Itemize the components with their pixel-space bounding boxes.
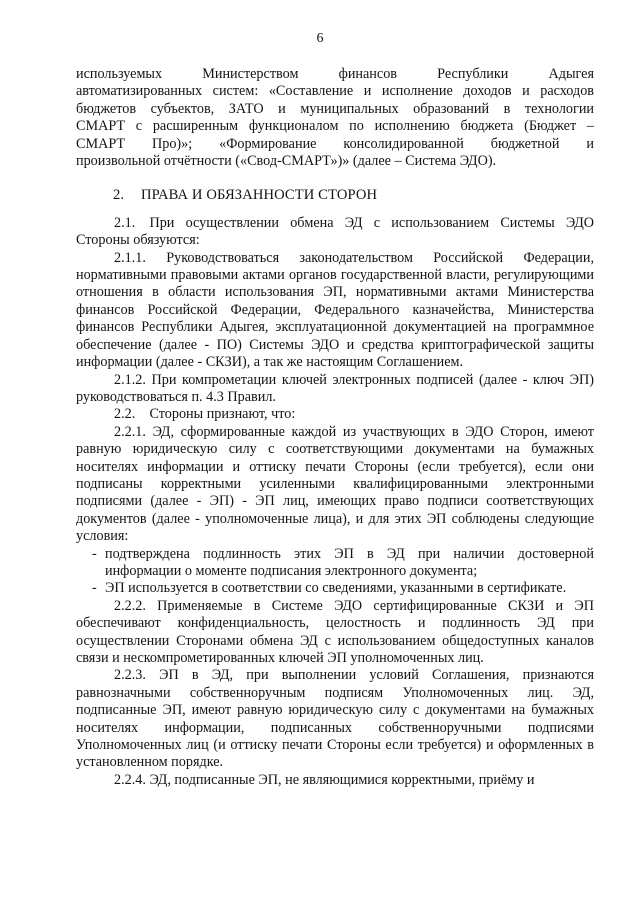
bullet-item-2 <box>76 580 594 597</box>
bullet-text-1: подтверждена подлинность этих ЭП в ЭД при наличии достоверной информации о моменте подписания электронного документа; <box>105 545 594 579</box>
paragraph-2-2-4: 2.2.4. ЭД, подписанные ЭП, не являющимися корректными, приёму и <box>114 771 535 788</box>
paragraph-2-2: 2.2. Стороны признают, что: <box>114 406 296 423</box>
paragraph-2-2-1: 2.2.1. ЭД, сформированные каждой из участвующих в ЭДО Сторон, имеют равную юридическую силу с соответствующими документами на бумажных носителях информации и оттиску печати Стороны (если требуется), если они подписаны корректными усиленными квалифицированными электронными подписями (далее - ЭП) - ЭП лиц, имеющих право подписи соответствующих документов (далее - уполномоченные лица), и для этих ЭП соблюдены следующие условия: <box>76 423 594 545</box>
section-heading <box>76 187 594 204</box>
paragraph-2-2-2: 2.2.2. Применяемые в Системе ЭДО сертифицированные СКЗИ и ЭП обеспечивают конфиденциальность, целостность и подлинность ЭД при осуществлении Сторонами обмена ЭД с использованием общедоступных каналов связи и нескомпрометированных ключей ЭП уполномоченных лиц. <box>76 597 594 666</box>
document-body <box>76 66 594 789</box>
page-number: 6 <box>316 31 324 46</box>
intro-line-3: бюджетов субъектов, ЗАТО и муниципальных образований в технологии <box>76 100 594 117</box>
intro-paragraph <box>76 66 594 170</box>
paragraph-2-1-1: 2.1.1. Руководствоваться законодательством Российской Федерации, нормативными правовыми актами органов государственной власти, регулирующими отношения в области использования ЭП, нормативными актами Министерства финансов Российской Федерации, Федерального казначейства, Министерства финансов Республики Адыгея, эксплуатационной документацией на программное обеспечение (далее - ПО) Системы ЭДО и средства криптографической защиты информации (далее - СКЗИ), а так же настоящим Соглашением. <box>76 249 594 371</box>
intro-line-6: произвольной отчётности («Свод-СМАРТ»)» (далее – Система ЭДО). <box>76 153 497 170</box>
intro-line-5: СМАРТ Про)»; «Формирование консолидированной бюджетной и <box>76 135 594 152</box>
bullet-dash: - <box>92 545 97 562</box>
section-number: 2. <box>113 187 125 204</box>
intro-line-2: автоматизированных систем: «Составление и исполнение доходов и расходов <box>76 83 594 100</box>
intro-line-4: СМАРТ с расширенным функционалом по исполнению бюджета (Бюджет – <box>76 118 594 135</box>
paragraph-2-1-2: 2.1.2. При компрометации ключей электронных подписей (далее - ключ ЭП) руководствоваться п. 4.3 Правил. <box>76 371 594 405</box>
bullet-dash: - <box>92 580 97 597</box>
bullet-item-1 <box>76 546 594 581</box>
section-title: ПРАВА И ОБЯЗАННОСТИ СТОРОН <box>141 187 378 204</box>
paragraph-2-1: 2.1. При осуществлении обмена ЭД с использованием Системы ЭДО Стороны обязуются: <box>76 214 594 249</box>
bullet-text-2: ЭП используется в соответствии со сведениями, указанными в сертификате. <box>105 580 567 597</box>
paragraph-2-2-3: 2.2.3. ЭП в ЭД, при выполнении условий Соглашения, признаются равнозначными собственноручным подписям Уполномоченных лиц. ЭД, подписанные ЭП, имеют равную юридическую силу с документами на бумажных носителях информации, подписанных собственноручными подписями Уполномоченных лиц (и оттиску печати Стороны если требуется) и оформленных в установленном порядке. <box>76 667 594 771</box>
intro-line-1: используемых Министерством финансов Республики Адыгея <box>76 66 594 82</box>
